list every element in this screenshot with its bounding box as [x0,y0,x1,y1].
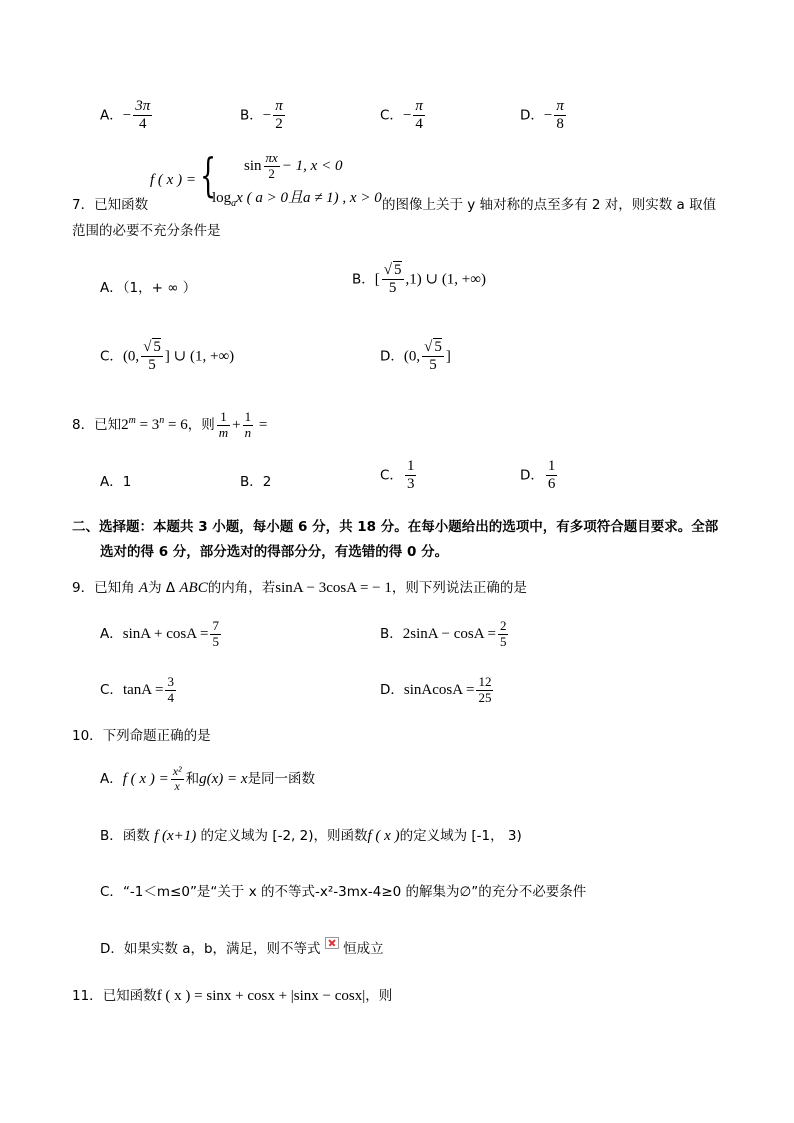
q6-option-b: B．− $\frac{\pi}{2}$ [240,98,283,133]
q10-option-a: A．f ( x ) = $\frac{\text{x²}}{x}$ 和g(x) = x是同一函数 [100,764,316,793]
q7-function-lhs: f ( x ) = [150,172,196,188]
q9-option-d: D．sinAcosA = $\frac{12}{25}$ [380,674,492,705]
q7-case-1: sin $\frac{\pi x}{2}$ − 1, x < 0 [244,150,343,181]
q8-option-c: C． $\frac{1}{3}$ [380,458,415,493]
q10-stem: 10．下列命题正确的是 [72,728,211,744]
q10-option-b: B．函数 f (x+1) 的定义域为 [-2, 2)，则函数f ( x )的定义域为 [-1， 3) [100,828,522,844]
q10-option-d: D．如果实数 a，b，满足，则不等式 恒成立 [100,937,384,957]
q7-option-a: A．（1，+ ∞ ） [100,280,197,296]
q8-stem: 8．已知$2^m = 3^n = 6$，则 $\frac{1}{m}$ + $\frac{1}{n}$ = [72,409,268,440]
broken-image-icon [325,937,339,949]
q7-option-c: C．(0, $\frac{√ 5}{5}$ ] ∪ (1, +∞) [100,339,235,374]
section-2-heading-2: 选对的得 6 分，部分选对的得部分分，有选错的得 0 分。 [100,544,449,560]
q7-case-2: $\log_ax$ ( a > 0且a ≠ 1) , x > 0 [212,190,382,209]
q6-option-a: A．− $\frac{3\pi}{4}$ [100,98,151,133]
q7-option-b: B．[ $\frac{√ 5}{5}$ ,1) ∪ (1, +∞) [352,262,486,297]
q7-stem-text-2: 范围的必要不充分条件是 [72,223,221,239]
q9-option-c: C．tanA = $\frac{3}{4}$ [100,674,174,705]
q8-option-d: D． $\frac{1}{6}$ [520,458,556,493]
q7-stem-text: 的图像上关于 y 轴对称的点至多有 2 对，则实数 a 取值 [382,197,717,213]
q7-brace: { [200,148,217,202]
q6-option-d: D．− $\frac{\pi}{8}$ [520,98,564,133]
q11-stem: 11．已知函数f ( x ) = sinx + cosx + |sinx − cosx|，则 [72,988,393,1004]
q6-option-c: C．− $\frac{\pi}{4}$ [380,98,423,133]
q9-stem: 9．已知角 A为 Δ ABC的内角，若sinA − 3cosA = − 1，则下列说法正确的是 [72,580,527,596]
q9-option-a: A．sinA + cosA = $\frac{7}{5}$ [100,618,219,649]
q7-option-d: D．(0, $\frac{√ 5}{5}$ ] [380,339,451,374]
section-2-heading: 二、选择题：本题共 3 小题，每小题 6 分，共 18 分。在每小题给出的选项中，有多项符合题目要求。全部 [72,519,719,535]
q8-option-b: B．2 [240,474,272,490]
q7-stem-start: 7．已知函数 [72,197,149,213]
q9-option-b: B．2sinA − cosA = $\frac{2}{5}$ [380,618,507,649]
q8-option-a: A．1 [100,474,132,490]
q10-option-c: C．“-1＜m≤0”是“关于 x 的不等式-x²-3mx-4≥0 的解集为∅”的充分不必要条件 [100,884,587,900]
